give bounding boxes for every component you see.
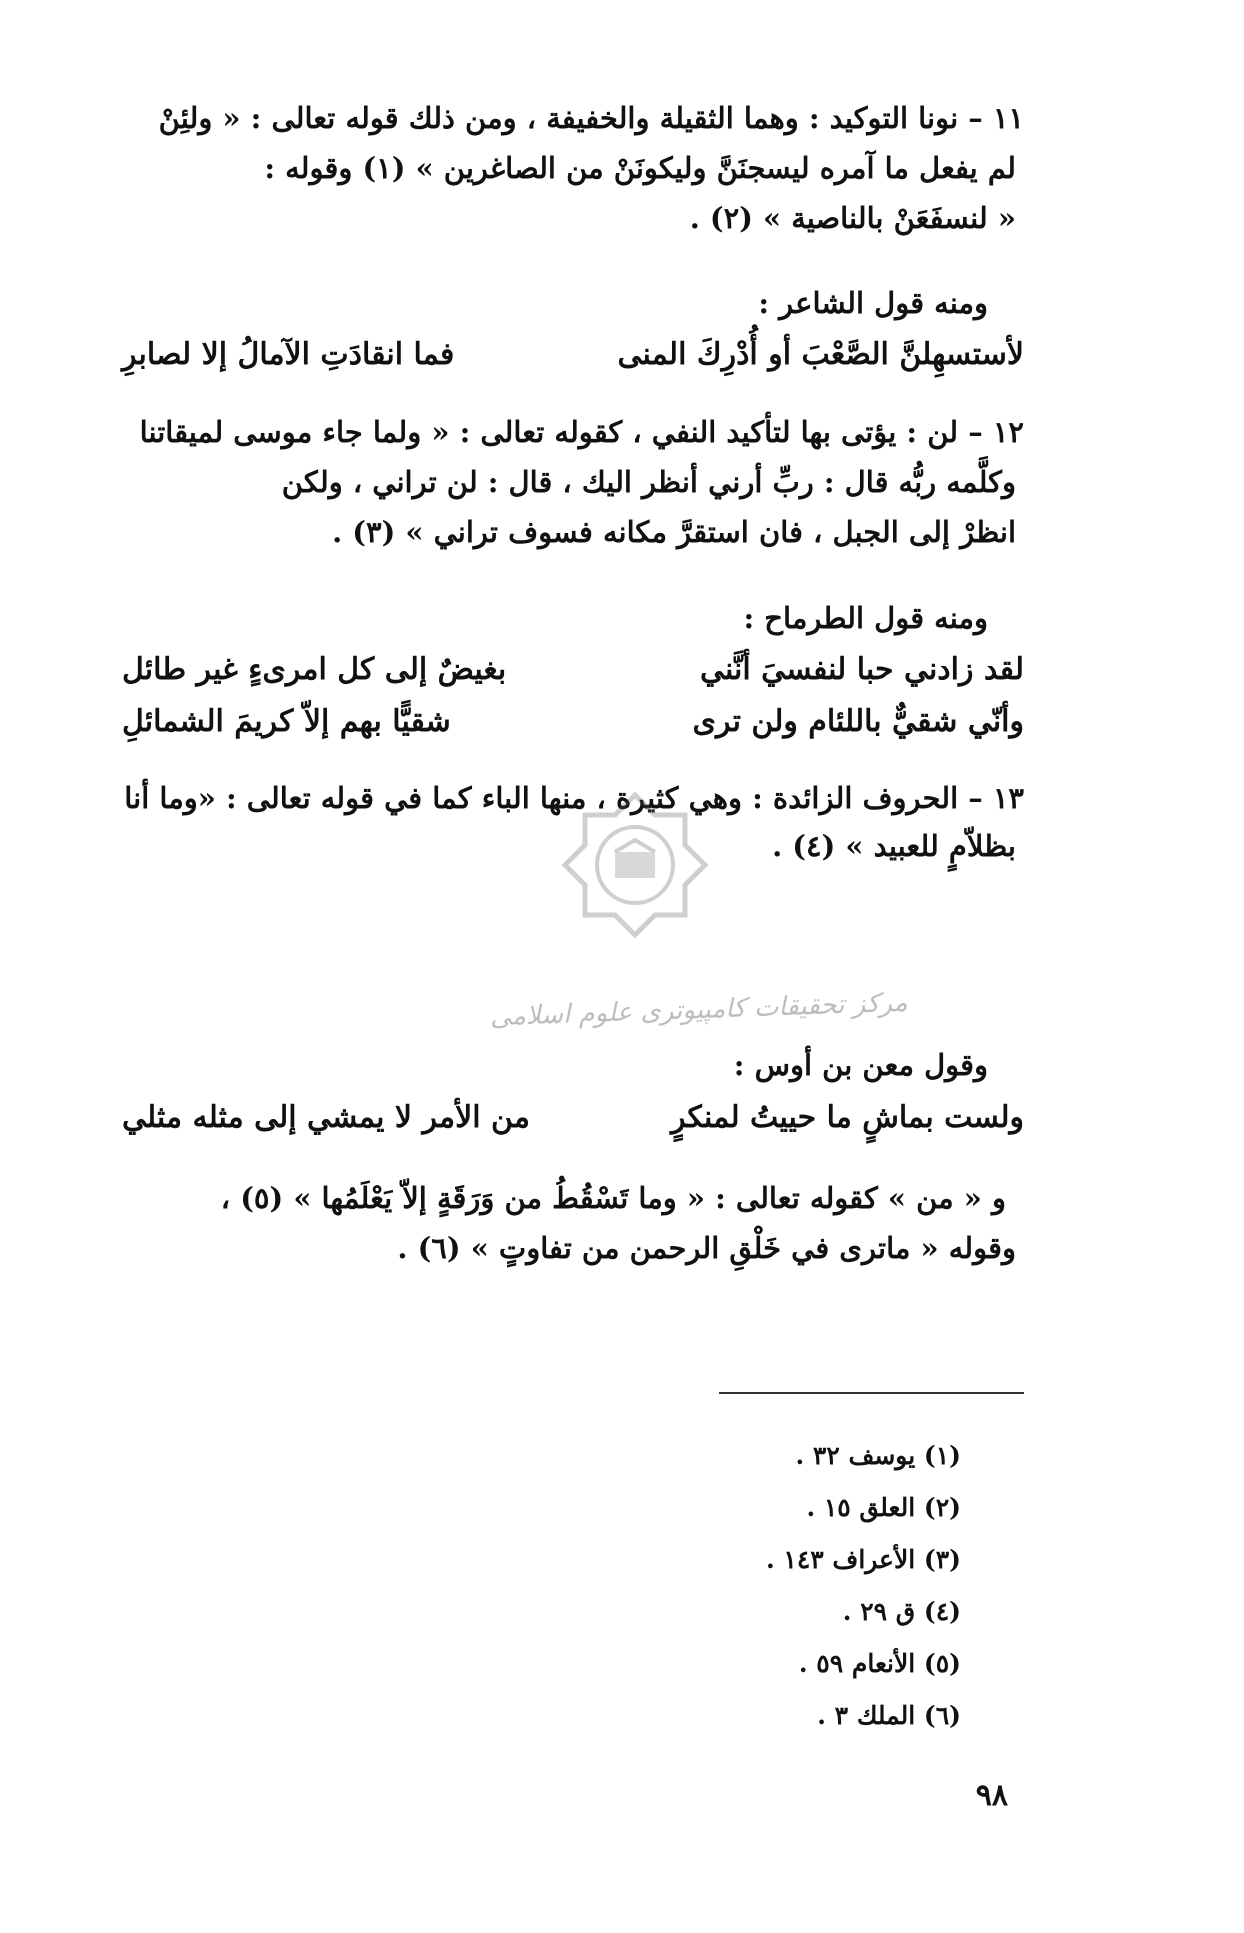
verse-1-left: فما انقادَتِ الآمالُ إلا لصابرِ [122, 337, 455, 372]
page-number: ٩٨ [975, 1778, 1008, 1813]
footnote-divider [719, 1392, 1024, 1394]
para-11-line-1: ١١ – نونا التوكيد : وهما الثقيلة والخفيفة ، ومن ذلك قوله تعالى : « ولئِنْ [158, 101, 1024, 135]
verse-4-right: ولست بماشٍ ما حييتُ لمنكرٍ [670, 1100, 1024, 1135]
watermark-text: مركز تحقيقات كامپيوتری علوم اسلامی [489, 987, 909, 1033]
para-12-line-1: ١٢ – لن : يؤتى بها لتأكيد النفي ، كقوله تعالى : « ولما جاء موسى لميقاتنا [139, 415, 1024, 449]
footnote-3: (٣) الأعراف ١٤٣ . [765, 1545, 961, 1574]
para-13-line-2: بظلاّمٍ للعبيد » (٤) . [772, 829, 1016, 863]
verse-2-right: لقد زادني حبا لنفسيَ أنَّني [700, 652, 1024, 687]
para-13b-line-1: و « من » كقوله تعالى : « وما تَسْقُطُ من وَرَقَةٍ إلاّ يَعْلَمُها » (٥) ، [220, 1181, 1006, 1215]
poet-intro-2: ومنه قول الطرماح : [743, 601, 988, 635]
para-12-line-2: وكلَّمه ربُّه قال : ربِّ أرني أنظر اليك ، قال : لن تراني ، ولكن [281, 465, 1016, 499]
footnote-2: (٢) العلق ١٥ . [806, 1493, 961, 1522]
verse-1-right: لأستسهِلنَّ الصَّعْبَ أو أُدْرِكَ المنى [617, 337, 1024, 372]
verse-3-right: وأنّي شقيٌّ باللئام ولن ترى [692, 704, 1024, 739]
para-13-line-1: ١٣ – الحروف الزائدة : وهي كثيرة ، منها الباء كما في قوله تعالى : «وما أنا [124, 781, 1024, 815]
poet-intro-3: وقول معن بن أوس : [733, 1048, 988, 1082]
footnote-5: (٥) الأنعام ٥٩ . [798, 1649, 961, 1678]
footnote-6: (٦) الملك ٣ . [817, 1701, 961, 1730]
para-12-line-3: انظرْ إلى الجبل ، فان استقرَّ مكانه فسوف تراني » (٣) . [332, 515, 1016, 549]
para-11-line-2: لم يفعل ما آمره ليسجنَنَّ وليكونَنْ من الصاغرين » (١) وقوله : [264, 151, 1016, 185]
verse-2-left: بغيضٌ إلى كل امرىءٍ غير طائل [122, 652, 507, 687]
footnote-1: (١) يوسف ٣٢ . [795, 1441, 961, 1470]
verse-3-left: شقيًّا بهم إلاّ كريمَ الشمائلِ [122, 704, 451, 739]
para-11-line-3: « لنسفَعَنْ بالناصية » (٢) . [689, 201, 1016, 235]
poet-intro-1: ومنه قول الشاعر : [758, 286, 988, 320]
verse-4-left: من الأمر لا يمشي إلى مثله مثلي [122, 1100, 530, 1135]
footnote-4: (٤) ق ٢٩ . [842, 1597, 961, 1626]
para-13b-line-2: وقوله « ماترى في خَلْقِ الرحمن من تفاوتٍ » (٦) . [397, 1231, 1016, 1265]
emblem-icon [560, 790, 710, 940]
